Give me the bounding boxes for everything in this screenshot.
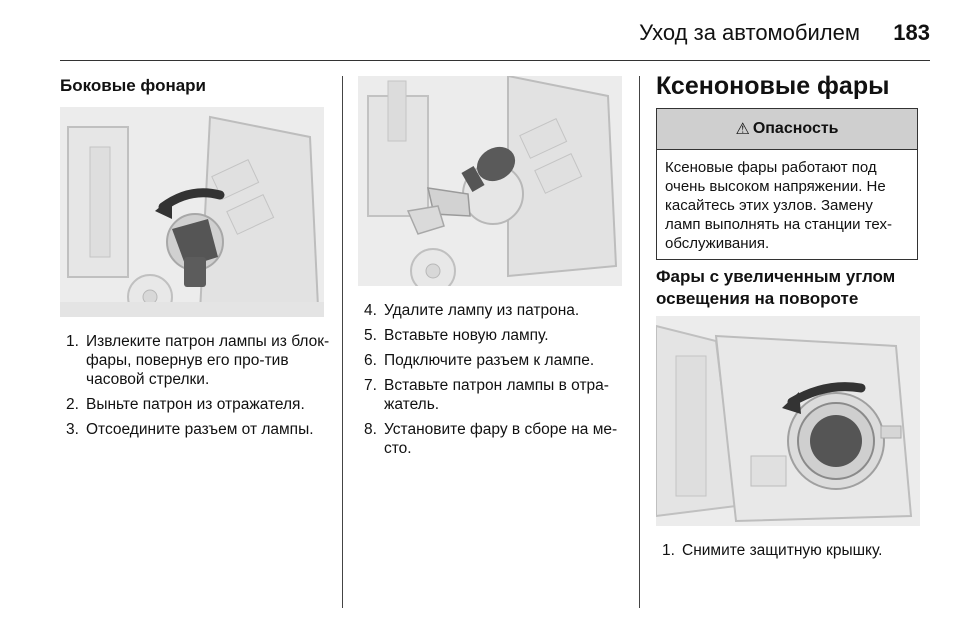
step-number: 4.	[364, 302, 377, 319]
figure-side-light-drawing	[60, 107, 324, 317]
header-rule	[60, 60, 930, 61]
running-header-title: Уход за автомобилем	[639, 20, 860, 45]
figure-bulb-removal	[358, 76, 622, 286]
figure-protective-cover	[656, 316, 920, 526]
warning-text: Ксеновые фары работают под очень высоком напряжении. Не касайтесь этих узлов. Замену ламп выполнять на станции тех-обслуживания.	[665, 159, 892, 252]
step-text: Извлеките патрон лампы из блок-фары, повернув его про-тив часовой стрелки.	[86, 333, 330, 388]
figure-side-light-removal	[60, 107, 324, 317]
section-heading-side-lights: Боковые фонари	[60, 76, 207, 95]
step-text: Установите фару в сборе на ме-сто.	[384, 421, 618, 457]
warning-title: Опасность	[752, 120, 839, 137]
step-text: Отсоедините разъем от лампы.	[86, 421, 314, 438]
step-text: Снимите защитную крышку.	[682, 542, 883, 559]
step-text: Подключите разъем к лампе.	[384, 352, 595, 369]
step-number: 6.	[364, 352, 377, 369]
step-number: 1.	[662, 542, 675, 559]
subheading-cornering-lights: Фары с увеличенным углом освещения на повороте	[656, 267, 896, 308]
step-item	[60, 395, 332, 414]
step-item	[358, 376, 630, 414]
column-divider-2	[639, 76, 640, 608]
step-text: Выньте патрон из отражателя.	[86, 396, 305, 413]
page-number: 183	[893, 20, 930, 45]
step-text: Вставьте патрон лампы в отра-жатель.	[384, 377, 609, 413]
step-number: 3.	[66, 421, 79, 438]
figure-headlight-drawing	[656, 316, 920, 526]
step-item	[358, 326, 630, 345]
step-number: 8.	[364, 421, 377, 438]
steps-list-right	[656, 541, 928, 566]
warning-box	[656, 108, 918, 260]
section-heading-xenon: Ксеноновые фары	[656, 72, 890, 100]
warning-triangle-icon: ⚠	[735, 121, 750, 138]
steps-list-left	[60, 332, 332, 445]
step-item	[358, 301, 630, 320]
step-item	[60, 332, 332, 389]
warning-header	[657, 109, 917, 150]
figure-bulb-drawing	[358, 76, 622, 286]
step-text: Удалите лампу из патрона.	[384, 302, 580, 319]
step-number: 2.	[66, 396, 79, 413]
steps-list-middle	[358, 301, 630, 464]
step-item	[60, 420, 332, 439]
column-divider-1	[342, 76, 343, 608]
step-item	[358, 351, 630, 370]
step-text: Вставьте новую лампу.	[384, 327, 549, 344]
step-item	[358, 420, 630, 458]
step-number: 1.	[66, 333, 79, 350]
step-number: 5.	[364, 327, 377, 344]
step-item	[656, 541, 928, 560]
step-number: 7.	[364, 377, 377, 394]
